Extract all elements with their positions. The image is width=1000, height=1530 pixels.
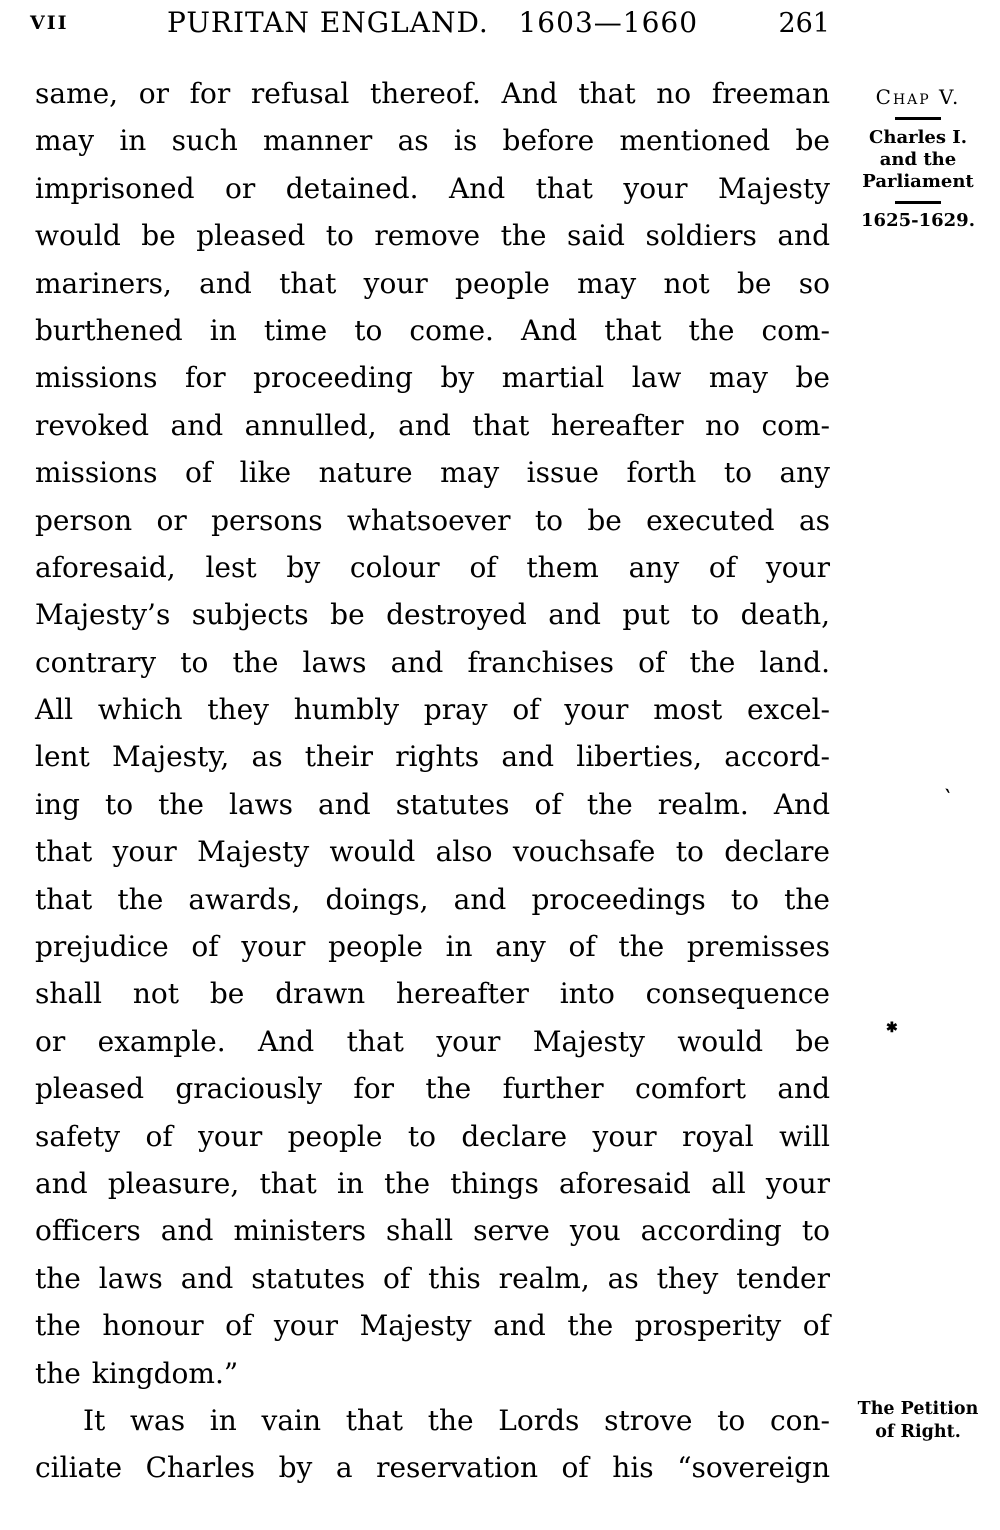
text-line: aforesaid, lest by colour of them any of your [35, 550, 830, 584]
text-line: and pleasure, that in the things aforesaid all your [35, 1166, 830, 1200]
text-line: same, or for refusal thereof. And that no freeman [35, 77, 830, 110]
text-line: that your Majesty would also vouchsafe to declare [35, 835, 830, 869]
text-line: It was in vain that the Lords strove to con- [83, 1403, 830, 1437]
text-line: person or persons whatsoever to be executed as [35, 503, 830, 537]
text-line: would be pleased to remove the said soldiers and [35, 219, 830, 253]
chapter-title-line: and the [879, 149, 957, 170]
divider [895, 117, 941, 120]
ink-speck-icon: ✱ [886, 1020, 898, 1036]
chapter-label: Chap V. [875, 85, 961, 109]
running-header [0, 0, 1000, 60]
text-line: All which they humbly pray of your most excel- [35, 693, 830, 727]
margin-note-chapter [843, 86, 993, 232]
text-line: burthened in time to come. And that the com- [35, 313, 830, 347]
text-line: the honour of your Majesty and the prosperity of [35, 1309, 830, 1343]
text-line: Majesty’s subjects be destroyed and put to death, [35, 598, 830, 632]
text-line: pleased graciously for the further comfort and [35, 1072, 830, 1106]
text-line: shall not be drawn hereafter into consequence [35, 977, 830, 1011]
text-line: ciliate Charles by a reservation of his “sovereign [35, 1451, 830, 1485]
text-line: that the awards, doings, and proceedings to the [35, 882, 830, 916]
chapter-title-line: Parliament [862, 171, 974, 192]
page-title: PURITAN ENGLAND. 1603—1660 [166, 6, 699, 39]
text-line: missions for proceeding by martial law may be [35, 361, 830, 395]
text-line: officers and ministers shall serve you according to [35, 1214, 830, 1248]
text-line: or example. And that your Majesty would be [35, 1024, 830, 1058]
petition-paragraph [35, 70, 830, 1397]
text-line: safety of your people to declare your royal will [35, 1119, 830, 1153]
margin-note-petition [843, 1398, 993, 1444]
ink-speck-icon: ` [939, 785, 955, 811]
text-line: lent Majesty, as their rights and liberties, accord- [35, 740, 830, 774]
chapter-dates: 1625-1629. [861, 210, 975, 231]
text-line: prejudice of your people in any of the premisses [35, 930, 830, 964]
petition-note-line: of Right. [875, 1422, 961, 1442]
text-line: mariners, and that your people may not be so [35, 266, 830, 300]
text-line: revoked and annulled, and that hereafter no com- [35, 408, 830, 442]
main-text-column [35, 70, 830, 1492]
divider [895, 201, 941, 204]
text-line: ing to the laws and statutes of the realm. And [35, 787, 830, 821]
text-line: may in such manner as is before mentioned be [35, 124, 830, 158]
text-line: missions of like nature may issue forth to any [35, 456, 830, 490]
text-line: contrary to the laws and franchises of the land. [35, 645, 830, 679]
text-line: the laws and statutes of this realm, as they tender [35, 1261, 830, 1295]
chapter-title-line: Charles I. [869, 127, 967, 148]
page-number: 261 [778, 8, 830, 39]
text-line: imprisoned or detained. And that your Majesty [35, 171, 830, 205]
chapter-folio: VII [30, 12, 69, 34]
text-line: the kingdom.” [35, 1356, 239, 1390]
petition-note-line: The Petition [857, 1399, 979, 1419]
closing-paragraph [35, 1397, 830, 1492]
